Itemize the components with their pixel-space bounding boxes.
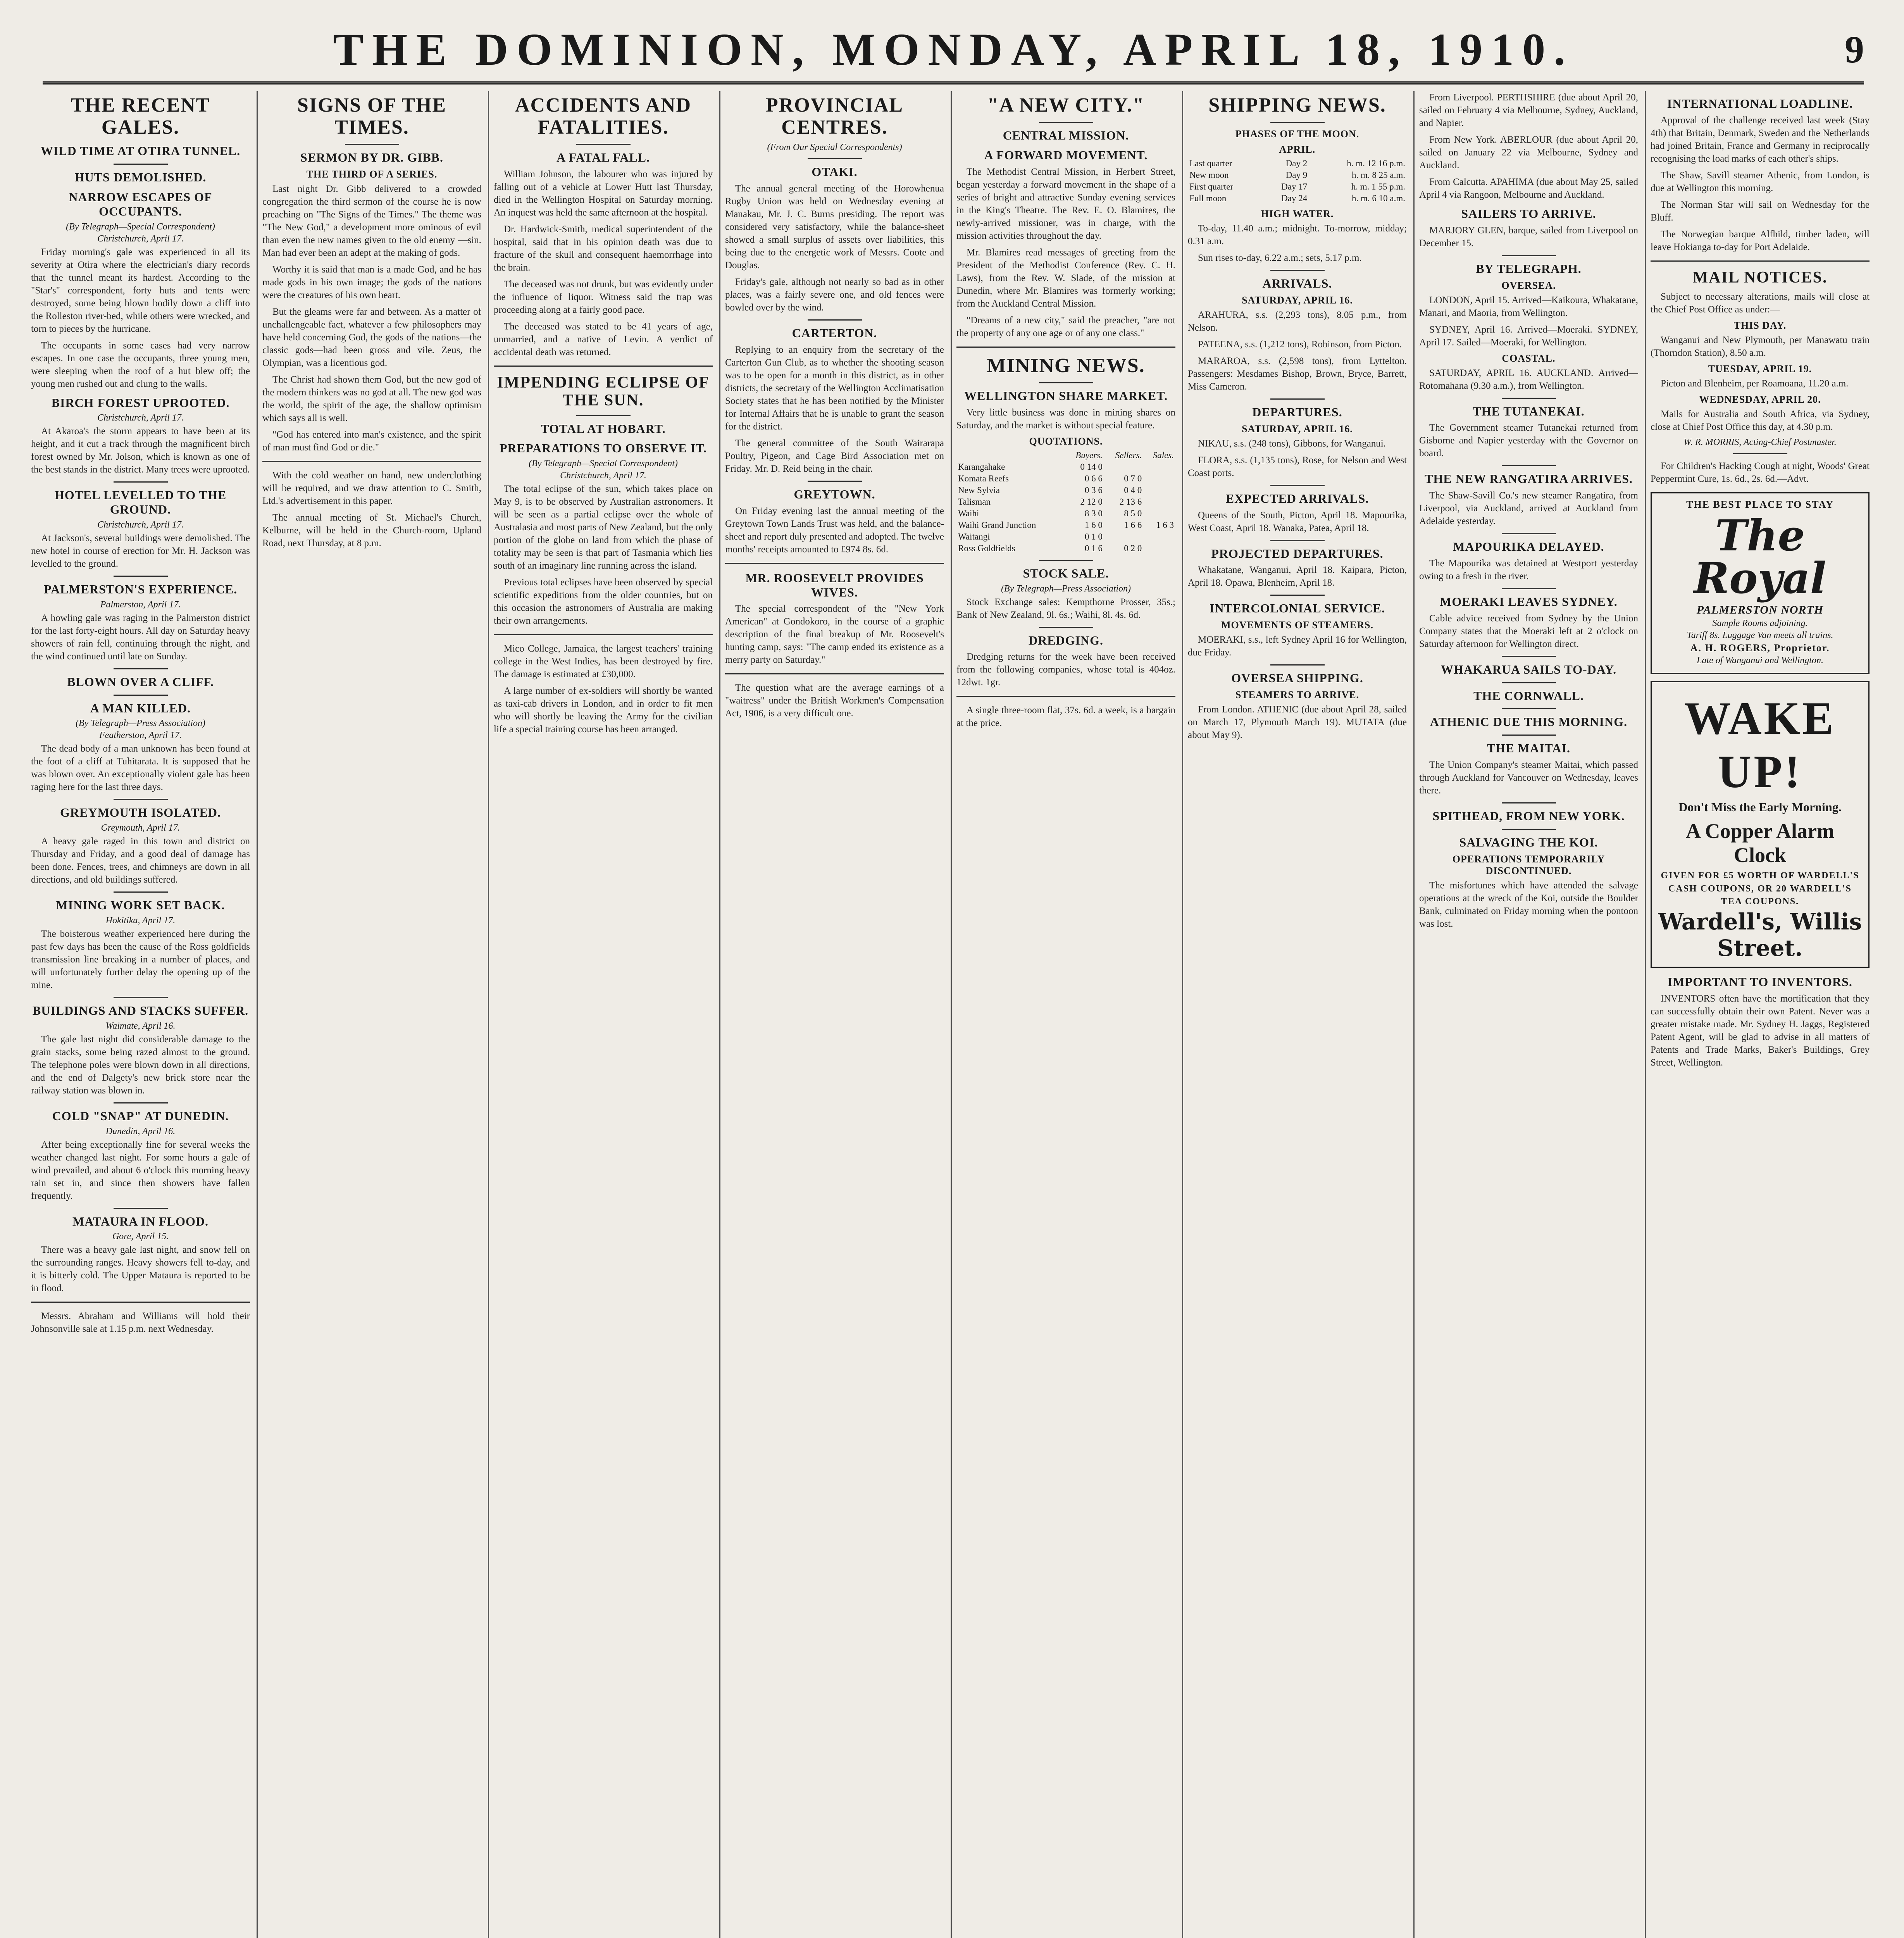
- article-paragraph: With the cold weather on hand, new underclothing will be required, and we draw attention to C. Smith, Ltd.'s advertisement in this paper.: [262, 470, 481, 507]
- divider: [1502, 656, 1556, 657]
- article-paragraph: The Christ had shown them God, but the new god of the modern thinkers was no god at all. The new god was the world, the spirit of the age, the shallow optimism which says all is well.: [262, 374, 481, 424]
- ad-product: A Copper Alarm Clock: [1685, 819, 1834, 867]
- divider: [1039, 560, 1093, 561]
- column-shipping-continued: [1419, 91, 1638, 1938]
- table-row: [1188, 158, 1407, 169]
- table-cell: New moon: [1189, 170, 1229, 180]
- divider: [1502, 802, 1556, 803]
- table-row: [956, 496, 1175, 508]
- subhead: THE CORNWALL.: [1473, 688, 1584, 703]
- dateline: Hokitika, April 17.: [105, 915, 176, 926]
- divider: [1502, 829, 1556, 830]
- article-paragraph: INVENTORS often have the mortification that they can successfully obtain their own Patent. Never was a greater mistake made. Mr. Sydney H. Jaggs, Registered Patent Agent, will be glad to advise in all matters of Patents and Trade Marks, Baker's Buildings, Grey Street, Wellington.: [1651, 993, 1870, 1068]
- subhead: SAILERS TO ARRIVE.: [1461, 207, 1596, 221]
- subhead: EXPECTED ARRIVALS.: [1225, 491, 1369, 505]
- dateline: Featherston, April 17.: [99, 730, 182, 741]
- ad-subline: Don't Miss the Early Morning.: [1678, 800, 1842, 814]
- divider: [808, 481, 862, 482]
- subhead: OPERATIONS TEMPORARILY DISCONTINUED.: [1452, 853, 1605, 876]
- divider: [1502, 533, 1556, 534]
- article-paragraph: Cable advice received from Sydney by the Union Company states that the Moeraki left at 2 o'clock on Saturday afternoon for Wellington direct.: [1419, 613, 1638, 649]
- column-provincial: [725, 91, 944, 1938]
- subhead: A MAN KILLED.: [90, 701, 191, 715]
- page-number: 9: [1845, 28, 1864, 71]
- table-cell: 1 6 0: [1084, 520, 1103, 530]
- subhead: HUTS DEMOLISHED.: [74, 170, 207, 184]
- divider: [262, 461, 481, 462]
- table-row: [956, 461, 1175, 473]
- subhead: WILD TIME AT OTIRA TUNNEL.: [40, 144, 241, 158]
- article-paragraph: There was a heavy gale last night, and snow fell on the surrounding ranges. Heavy showers fell to-day, and it is bitterly cold. The Upper Mataura is reported to be in flood.: [31, 1245, 250, 1294]
- article-paragraph: PATEENA, s.s. (1,212 tons), Robinson, from Picton.: [1198, 339, 1402, 350]
- subhead: THE MAITAI.: [1487, 741, 1570, 755]
- table-row: [956, 508, 1175, 519]
- article-paragraph: At Jackson's, several buildings were demolished. The new hotel in course of erection for Mr. H. Jackson was levelled to the ground.: [31, 533, 250, 569]
- article-paragraph: The misfortunes which have attended the salvage operations at the wreck of the Koi, outside the Boulder Bank, culminated on Friday morning when the pontoon was lost.: [1419, 880, 1638, 929]
- article-paragraph: A large number of ex-soldiers will shortly be wanted as taxi-cab drivers in London, and in order to fit men who will shortly be leaving the Army for the civilian life a special training course has been arranged.: [494, 686, 713, 735]
- column-signs-of-times: [262, 91, 481, 1938]
- table-cell: 2 13 6: [1119, 497, 1142, 507]
- subhead: MOVEMENTS OF STEAMERS.: [1221, 619, 1374, 631]
- table-cell: Full moon: [1189, 193, 1227, 203]
- article-paragraph: A heavy gale raged in this town and district on Thursday and Friday, and a good deal of damage has been done. Fences, trees, and chimneys are down in all directions, and old buildings suffered.: [31, 836, 250, 885]
- divider: [114, 1208, 168, 1209]
- table-cell: [1104, 531, 1143, 543]
- divider: [345, 144, 399, 145]
- table-cell: Day 17: [1281, 182, 1308, 192]
- divider: [1502, 682, 1556, 683]
- table-cell: 1 6 6: [1124, 520, 1142, 530]
- divider: [31, 1302, 250, 1303]
- article-paragraph: For Children's Hacking Cough at night, Woods' Great Peppermint Cure, 1s. 6d., 2s. 6d.—Advt.: [1651, 460, 1870, 484]
- subhead: OVERSEA SHIPPING.: [1231, 671, 1363, 685]
- subhead: DEPARTURES.: [1252, 405, 1342, 419]
- ad-line: Sample Rooms adjoining.: [1712, 618, 1808, 628]
- subhead: PALMERSTON'S EXPERIENCE.: [43, 582, 238, 596]
- article-paragraph: Picton and Blenheim, per Roamoana, 11.20 a.m.: [1661, 378, 1849, 389]
- subhead: SATURDAY, APRIL 16.: [1242, 423, 1353, 434]
- article-paragraph: Dredging returns for the week have been received from the following companies, whose total is 404oz. 12dwt. 1gr.: [956, 652, 1175, 688]
- article-paragraph: Dr. Hardwick-Smith, medical superintendent of the hospital, said that in his opinion death was due to fracture of the skull and consequent haemorrhage into the brain.: [494, 224, 713, 273]
- newspaper-title: THE DOMINION, MONDAY, APRIL 18, 1910.: [333, 24, 1574, 75]
- article-paragraph: Subject to necessary alterations, mails will close at the Chief Post Office as under:—: [1651, 291, 1870, 315]
- column-notices-ads: [1651, 91, 1870, 1938]
- subhead: TOTAL AT HOBART.: [541, 421, 666, 436]
- table-cell: 1 6 3: [1156, 520, 1174, 530]
- subhead: DREDGING.: [1028, 633, 1103, 647]
- subhead: GREYMOUTH ISOLATED.: [60, 805, 221, 820]
- dateline: Christchurch, April 17.: [97, 413, 184, 423]
- article-paragraph: MARAROA, s.s. (2,598 tons), from Lyttelton. Passengers: Mesdames Bishop, Brown, Bryce, Barrett, Miss Cameron.: [1188, 355, 1407, 392]
- article-paragraph: The dead body of a man unknown has been found at the foot of a cliff at Tuhitarata. It is supposed that he was blown over. An exceptionally violent gale has been raging here for the last three days.: [31, 743, 250, 793]
- subhead: COLD "SNAP" AT DUNEDIN.: [52, 1109, 229, 1123]
- ad-proprietor: A. H. ROGERS, Proprietor.: [1690, 642, 1830, 653]
- ad-tagline: THE BEST PLACE TO STAY: [1686, 498, 1834, 510]
- table-cell: [1104, 461, 1143, 473]
- divider: [956, 347, 1175, 348]
- article-paragraph: From Liverpool. PERTHSHIRE (due about April 20, sailed on February 4 via Melbourne, Sydney, Auckland, and Napier.: [1419, 92, 1638, 128]
- article-paragraph: Last night Dr. Gibb delivered to a crowded congregation the third sermon of the course he is now preaching on "The Signs of the Times." The theme was "The New God," a development more ominous of evil than even the new names given to the old enemy —sin. Man had ever been an adept at the making of gods.: [262, 184, 481, 259]
- ad-hotel-name: The Royal: [1694, 510, 1826, 603]
- article-paragraph: Replying to an enquiry from the secretary of the Carterton Gun Club, as to whether the shooting season was to be open for a month in this district, as in other districts, the secretary of the Wellington Acclimatisation Society states that he has been notified by the Minister for Internal Affairs that he is unable to grant the season for the district.: [725, 344, 944, 432]
- divider: [114, 1102, 168, 1103]
- subhead: INTERCOLONIAL SERVICE.: [1210, 601, 1385, 616]
- subhead: THE TUTANEKAI.: [1473, 404, 1585, 418]
- article-paragraph: "Dreams of a new city," said the preacher, "are not the property of any one age or of any one class.": [956, 315, 1175, 338]
- table-cell: 0 2 0: [1124, 543, 1142, 553]
- table-cell: h. m. 1 55 p.m.: [1351, 182, 1405, 192]
- divider: [1270, 485, 1325, 486]
- masthead: [43, 23, 1864, 84]
- divider: [808, 158, 862, 159]
- divider: [1502, 465, 1556, 466]
- article-paragraph: After being exceptionally fine for several weeks the weather changed last night. For some hours a gale of wind prevailed, and about 6 o'clock this morning heavy rain set in, and since then showers have fallen frequently.: [31, 1139, 250, 1201]
- article-paragraph: From Calcutta. APAHIMA (due about May 25, sailed April 4 via Rangoon, Melbourne and Auckland.: [1419, 177, 1638, 200]
- table-cell: New Sylvia: [958, 485, 1000, 495]
- table-cell: [1143, 531, 1175, 543]
- divider: [114, 799, 168, 800]
- table-cell: Komata Reefs: [958, 473, 1009, 483]
- ad-line: Late of Wanganui and Wellington.: [1697, 655, 1823, 666]
- table-row: [956, 543, 1175, 554]
- ad-hotel-place: PALMERSTON NORTH: [1696, 603, 1824, 616]
- dateline: Waimate, April 16.: [105, 1021, 176, 1031]
- table-cell: Waihi Grand Junction: [958, 520, 1036, 530]
- ad-line: Tariff 8s. Luggage Van meets all trains.: [1687, 630, 1833, 640]
- divider: [114, 164, 168, 165]
- table-cell: h. m. 6 10 a.m.: [1352, 193, 1405, 203]
- article-paragraph: The Government steamer Tutanekai returned from Gisborne and Napier yesterday with the Governor on board.: [1419, 422, 1638, 459]
- subhead: OTAKI.: [812, 165, 858, 179]
- divider: [956, 696, 1175, 697]
- table-header-row: [956, 450, 1175, 461]
- credit-line: (By Telegraph—Press Association): [75, 718, 206, 729]
- table-cell: 0 1 0: [1084, 531, 1103, 541]
- subhead: STEAMERS TO ARRIVE.: [1235, 689, 1360, 700]
- table-cell: Karangahake: [958, 462, 1005, 472]
- divider: [1270, 270, 1325, 271]
- headline-provincial: PROVINCIAL CENTRES.: [765, 94, 904, 139]
- table-cell: 0 3 6: [1084, 485, 1103, 495]
- subhead: PROJECTED DEPARTURES.: [1211, 546, 1384, 560]
- table-cell: [1143, 461, 1175, 473]
- table-cell: Day 24: [1281, 193, 1308, 203]
- table-cell: Day 9: [1285, 170, 1308, 180]
- article-paragraph: The Shaw-Savill Co.'s new steamer Rangatira, from Liverpool, via Auckland, arrived at Auckland from Adelaide yesterday.: [1419, 490, 1638, 527]
- divider: [576, 144, 631, 145]
- table-cell: Waitangi: [958, 531, 990, 541]
- article-paragraph: The Methodist Central Mission, in Herbert Street, began yesterday a forward movement in the shape of a series of bright and attractive Sunday evening services in the King's Theatre. The Rev. E. O. Blamires, the newly-arrived missioner, was in charge, with the mission activities throughout the day.: [956, 166, 1175, 241]
- divider: [808, 319, 862, 321]
- article-paragraph: The Union Company's steamer Maitai, which passed through Auckland for Vancouver on Wednesday, leaves there.: [1419, 759, 1638, 796]
- subhead: THE NEW RANGATIRA ARRIVES.: [1425, 472, 1633, 486]
- ad-offer: GIVEN FOR £5 WORTH OF WARDELL'S CASH COUPONS, OR 20 WARDELL'S TEA COUPONS.: [1661, 870, 1859, 907]
- table-header-cell: Sales.: [1153, 450, 1174, 460]
- subhead: THIS DAY.: [1733, 319, 1787, 331]
- subhead: ARRIVALS.: [1262, 276, 1332, 291]
- table-row: [1188, 181, 1407, 193]
- divider: [725, 563, 944, 564]
- dateline: Christchurch, April 17.: [97, 519, 184, 530]
- table-row: [1188, 169, 1407, 181]
- dateline: Gore, April 15.: [112, 1231, 169, 1242]
- article-paragraph: LONDON, April 15. Arrived—Kaikoura, Whakatane, Manari, and Maoria, from Wellington.: [1419, 295, 1638, 318]
- article-paragraph: The boisterous weather experienced here during the past few days has been the cause of the Ross goldfields transmission line breaking in a number of places, and will unfortunately further delay the opening up of the mine.: [31, 928, 250, 990]
- divider: [1270, 122, 1325, 123]
- divider: [494, 366, 713, 367]
- article-paragraph: The Norman Star will sail on Wednesday for the Bluff.: [1651, 199, 1870, 223]
- subhead: MATAURA IN FLOOD.: [72, 1214, 208, 1228]
- table-cell: 0 6 6: [1084, 473, 1103, 483]
- article-paragraph: Approval of the challenge received last week (Stay 4th) that Britain, Denmark, Sweden and the Netherlands had joined Britain, France and Germany in reciprocally recognising the load marks of each other's ships.: [1651, 115, 1870, 164]
- article-paragraph: The annual meeting of St. Michael's Church, Kelburne, will be held in the Church-room, Upland Road, next Thursday, at 8 p.m.: [262, 512, 481, 549]
- article-paragraph: The annual general meeting of the Horowhenua Rugby Union was held on Wednesday evening at Manakau, Mr. J. C. Burns presiding. The report was considered very satisfactory, while the balance-sheet showed a small surplus of assets over liabilities, this being due to the energetic work of Messrs. Coote and Douglas.: [725, 183, 944, 271]
- article-paragraph: The occupants in some cases had very narrow escapes. In one case the occupants, three young men, were sleeping when the roof of a hut blew off; the young men rushed out and clung to the walls.: [31, 340, 250, 389]
- table-header-cell: [956, 450, 1064, 461]
- table-cell: 0 14 0: [1080, 462, 1103, 472]
- table-row: [956, 484, 1175, 496]
- subhead: PHASES OF THE MOON.: [1235, 128, 1360, 140]
- headline-eclipse: IMPENDING ECLIPSE OF THE SUN.: [497, 374, 710, 410]
- article-paragraph: The deceased was not drunk, but was evidently under the influence of liquor. Witness said the trap was proceeding along at a fairly good pace.: [494, 279, 713, 316]
- dateline: Dunedin, April 16.: [105, 1126, 176, 1136]
- credit-line: (By Telegraph—Special Correspondent): [66, 221, 215, 232]
- credit-line: (From Our Special Correspondents): [767, 142, 902, 153]
- divider: [1039, 627, 1093, 628]
- subhead: BUILDINGS AND STACKS SUFFER.: [32, 1003, 249, 1017]
- article-paragraph: NIKAU, s.s. (248 tons), Gibbons, for Wanganui.: [1198, 438, 1386, 449]
- article-paragraph: Very little business was done in mining shares on Saturday, and the market is without special feature.: [956, 407, 1175, 431]
- table-cell: h. m. 12 16 p.m.: [1347, 159, 1405, 169]
- divider: [576, 415, 631, 416]
- article-paragraph: A single three-room flat, 37s. 6d. a week, is a bargain at the price.: [956, 705, 1175, 729]
- article-paragraph: Queens of the South, Picton, April 18. Mapourika, West Coast, April 18. Wanaka, Patea, April 18.: [1188, 510, 1407, 533]
- subhead: STOCK SALE.: [1023, 566, 1109, 580]
- headline-new-city: "A NEW CITY.": [987, 94, 1145, 116]
- article-paragraph: Sun rises to-day, 6.22 a.m.; sets, 5.17 p.m.: [1198, 253, 1362, 264]
- article-paragraph: To-day, 11.40 a.m.; midnight. To-morrow, midday; 0.31 a.m.: [1188, 223, 1407, 247]
- subhead: ATHENIC DUE THIS MORNING.: [1430, 715, 1628, 729]
- table-cell: h. m. 8 25 a.m.: [1352, 170, 1405, 180]
- table-row: [956, 531, 1175, 543]
- table-cell: Talisman: [958, 497, 991, 507]
- article-paragraph: The Shaw, Savill steamer Athenic, from London, is due at Wellington this morning.: [1651, 170, 1870, 193]
- column-accidents: [494, 91, 713, 1938]
- article-paragraph: William Johnson, the labourer who was injured by falling out of a vehicle at Lower Hutt last Thursday, died in the Wellington Hospital on Saturday morning. An inquest was held the same afternoon at the hospital.: [494, 169, 713, 218]
- dateline: Christchurch, April 17.: [560, 471, 646, 481]
- article-paragraph: ARAHURA, s.s. (2,293 tons), 8.05 p.m., from Nelson.: [1188, 309, 1407, 333]
- column-shipping-news: [1188, 91, 1407, 1938]
- table-header-cell: Buyers.: [1075, 450, 1103, 460]
- subhead: SALVAGING THE KOI.: [1459, 835, 1598, 849]
- article-paragraph: But the gleams were far and between. As a matter of unchallengeable fact, whatever a few philosophers may have held concerning God, the gods of the nations—the classic gods—had been gross and vile. Zeus, the Olympian, was a licentious god.: [262, 307, 481, 369]
- subhead: CENTRAL MISSION.: [1003, 128, 1129, 143]
- table-cell: 0 7 0: [1124, 473, 1142, 483]
- subhead: BLOWN OVER A CLIFF.: [67, 674, 214, 689]
- subhead: OVERSEA.: [1501, 279, 1556, 291]
- article-paragraph: Stock Exchange sales: Kempthorne Prosser, 35s.; Bank of New Zealand, 9l. 6s.; Waihi, 8l. 4s. 6d.: [956, 597, 1175, 620]
- divider: [114, 576, 168, 577]
- article-paragraph: SYDNEY, April 16. Arrived—Moeraki. SYDNEY, April 17. Sailed—Moeraki, for Wellington.: [1419, 324, 1638, 348]
- headline-mail-notices: MAIL NOTICES.: [1692, 268, 1828, 286]
- subhead: TUESDAY, APRIL 19.: [1708, 363, 1812, 374]
- divider: [1270, 664, 1325, 666]
- signature-line: W. R. MORRIS, Acting-Chief Postmaster.: [1683, 437, 1837, 447]
- table-cell: Waihi: [958, 508, 979, 518]
- table-row: [956, 519, 1175, 531]
- subhead: COASTAL.: [1502, 352, 1556, 364]
- ad-wardells-clock: [1651, 681, 1870, 968]
- table-cell: [1143, 496, 1175, 508]
- article-paragraph: Friday's gale, although not nearly so bad as in other places, was a fairly severe one, and old fences were bowled over by the wind.: [725, 277, 944, 313]
- table-row: [1188, 193, 1407, 204]
- article-paragraph: Mails for Australia and South Africa, via Sydney, close at Chief Post Office this day, at 4.30 p.m.: [1651, 409, 1870, 432]
- divider: [114, 891, 168, 893]
- ad-headline: WAKE UP!: [1684, 692, 1836, 797]
- subhead: BY TELEGRAPH.: [1476, 261, 1582, 276]
- divider: [114, 481, 168, 483]
- divider: [494, 634, 713, 635]
- subhead: BIRCH FOREST UPROOTED.: [51, 395, 230, 410]
- credit-line: (By Telegraph—Special Correspondent): [529, 459, 678, 469]
- table-cell: [1143, 543, 1175, 554]
- divider: [1733, 453, 1787, 454]
- article-paragraph: The special correspondent of the "New York American" at Gondokoro, in the course of a graphic description of the final breakup of Mr. Roosevelt's hunting camp, says: "The camp ended its existence as a merry party on Saturday.": [725, 603, 944, 666]
- article-paragraph: Messrs. Abraham and Williams will hold their Johnsonville sale at 1.15 p.m. next Wednesday.: [31, 1311, 250, 1335]
- dateline: Palmerston, April 17.: [100, 599, 181, 610]
- subhead: HIGH WATER.: [1261, 208, 1334, 220]
- table-cell: 0 1 6: [1084, 543, 1103, 553]
- subhead: PREPARATIONS TO OBSERVE IT.: [499, 441, 707, 455]
- table-cell: Day 2: [1285, 159, 1308, 169]
- subhead: WHAKARUA SAILS TO-DAY.: [1440, 662, 1617, 676]
- article-paragraph: The question what are the average earnings of a "waitress" under the British Workmen's Compensation Act, 1906, is a very difficult one.: [725, 683, 944, 719]
- table-header-cell: Sellers.: [1115, 450, 1142, 460]
- subhead: THE THIRD OF A SERIES.: [306, 169, 438, 180]
- ad-brand: Wardell's, Willis Street.: [1658, 908, 1862, 961]
- article-paragraph: The Norwegian barque Alfhild, timber laden, will leave Hokianga to-day for Port Adelaide.: [1651, 229, 1870, 252]
- article-paragraph: Mico College, Jamaica, the largest teachers' training college in the West Indies, has been destroyed by fire. The damage is estimated at £30,000.: [494, 643, 713, 680]
- divider: [114, 668, 168, 669]
- dateline: Christchurch, April 17.: [97, 233, 184, 244]
- headline-accidents: ACCIDENTS AND FATALITIES.: [515, 94, 692, 139]
- dateline: Greymouth, April 17.: [101, 823, 180, 833]
- divider: [1039, 382, 1093, 383]
- article-paragraph: MARJORY GLEN, barque, sailed from Liverpool on December 15.: [1419, 225, 1638, 248]
- subhead: HOTEL LEVELLED TO THE GROUND.: [54, 488, 227, 517]
- article-paragraph: The general committee of the South Wairarapa Poultry, Pigeon, and Cage Bird Association met on Friday. Mr. D. Reid being in the chair.: [725, 438, 944, 474]
- subhead: IMPORTANT TO INVENTORS.: [1668, 974, 1852, 989]
- subhead: INTERNATIONAL LOADLINE.: [1667, 97, 1853, 110]
- article-paragraph: MOERAKI, s.s., left Sydney April 16 for Wellington, due Friday.: [1188, 635, 1407, 658]
- article-paragraph: The gale last night did considerable damage to the grain stacks, some being razed almost to the ground. The telephone poles were blown down in all directions, and the end of Dalgety's new brick store near the railway station was blown in.: [31, 1034, 250, 1096]
- article-paragraph: Whakatane, Wanganui, April 18. Kaipara, Picton, April 18. Opawa, Blenheim, April 18.: [1188, 565, 1407, 588]
- share-quotations-table: [956, 450, 1175, 554]
- divider: [1270, 398, 1325, 400]
- credit-line: (By Telegraph—Press Association): [1001, 583, 1131, 594]
- subhead: MR. ROOSEVELT PROVIDES WIVES.: [745, 571, 924, 599]
- subhead: A FORWARD MOVEMENT.: [984, 148, 1148, 162]
- table-cell: [1143, 484, 1175, 496]
- table-cell: 8 3 0: [1084, 508, 1103, 518]
- article-paragraph: From New York. ABERLOUR (due about April 20, sailed on January 22 via Melbourne, Sydney and Auckland.: [1419, 134, 1638, 171]
- subhead: WELLINGTON SHARE MARKET.: [964, 388, 1168, 403]
- divider: [1270, 595, 1325, 596]
- headline-recent-gales: THE RECENT GALES.: [71, 94, 210, 139]
- table-cell: 0 4 0: [1124, 485, 1142, 495]
- moon-phases-table: [1188, 158, 1407, 204]
- headline-signs-of-times: SIGNS OF THE TIMES.: [297, 94, 447, 139]
- subhead: CARTERTON.: [792, 326, 877, 340]
- headline-mining-news: MINING NEWS.: [987, 354, 1145, 377]
- table-cell: [1143, 508, 1175, 519]
- article-paragraph: The deceased was stated to be 41 years of age, unmarried, and a native of Levin. A verdict of accidental death was returned.: [494, 321, 713, 358]
- divider: [1651, 260, 1870, 262]
- subhead: A FATAL FALL.: [557, 150, 650, 165]
- divider: [1502, 255, 1556, 256]
- subhead: SPITHEAD, FROM NEW YORK.: [1432, 809, 1625, 823]
- article-paragraph: Wanganui and New Plymouth, per Manawatu train (Thorndon Station), 8.50 a.m.: [1651, 334, 1870, 358]
- article-paragraph: Previous total eclipses have been observed by special scientific expeditions from the older countries, but on this occasion the astronomers of Australia are making their own arrangements.: [494, 577, 713, 626]
- divider: [1502, 735, 1556, 736]
- divider: [114, 997, 168, 998]
- divider: [1502, 398, 1556, 399]
- table-cell: Last quarter: [1189, 159, 1232, 169]
- article-paragraph: Worthy it is said that man is a made God, and he has made gods in his own image; the gods of the nations were the creatures of his own heart.: [262, 264, 481, 301]
- subhead: NARROW ESCAPES OF OCCUPANTS.: [69, 190, 212, 218]
- table-cell: First quarter: [1189, 182, 1234, 192]
- article-paragraph: FLORA, s.s. (1,135 tons), Rose, for Nelson and West Coast ports.: [1188, 455, 1407, 478]
- table-cell: 8 5 0: [1124, 508, 1142, 518]
- article-paragraph: From London. ATHENIC (due about April 28, sailed on March 17, Plymouth March 19). MUTATA (due about May 9).: [1188, 704, 1407, 740]
- subhead: MAPOURIKA DELAYED.: [1453, 540, 1604, 554]
- article-paragraph: At Akaroa's the storm appears to have been at its height, and it cut a track through the magnificent birch forest owned by Mr. Jolson, which is known as one of the best stands in the district. Many trees were uprooted.: [31, 426, 250, 475]
- divider: [1270, 540, 1325, 541]
- divider: [1502, 708, 1556, 709]
- subhead: WEDNESDAY, APRIL 20.: [1699, 393, 1821, 405]
- divider: [114, 695, 168, 696]
- article-paragraph: The Mapourika was detained at Westport yesterday owing to a fresh in the river.: [1419, 558, 1638, 581]
- article-paragraph: Mr. Blamires read messages of greeting from the President of the Methodist Conference (Rev. C. H. Laws), from the Rev. W. Slade, of the mission at Dunedin, where Mr. Blamires was formerly working; from the Auckland Central Mission.: [956, 247, 1175, 309]
- article-paragraph: The total eclipse of the sun, which takes place on May 9, is to be observed by Australian astronomers. It will be seen as a partial eclipse over the whole of Australasia and most parts of New Zealand, but the only portion of the globe on land from which the phase of totality may be seen is that part of Tasmania which lies south of an imaginary line running across the island.: [494, 484, 713, 571]
- article-paragraph: SATURDAY, APRIL 16. AUCKLAND. Arrived—Rotomahana (9.30 a.m.), from Wellington.: [1419, 367, 1638, 391]
- page-columns: [27, 91, 1880, 1938]
- article-paragraph: "God has entered into man's existence, and the spirit of man must find God or die.": [262, 429, 481, 453]
- subhead: MINING WORK SET BACK.: [56, 898, 225, 912]
- subhead: GREYTOWN.: [794, 487, 875, 501]
- column-new-city-mining: [956, 91, 1175, 1938]
- subhead: SERMON BY DR. GIBB.: [300, 150, 443, 165]
- divider: [725, 673, 944, 674]
- headline-shipping-news: SHIPPING NEWS.: [1208, 94, 1386, 116]
- table-cell: [1143, 473, 1175, 484]
- table-row: [956, 473, 1175, 484]
- article-paragraph: Friday morning's gale was experienced in all its severity at Otira where the electrician's diary records that the tunnel meant its hardest. According to the "Star's" correspondent, forty huts and tents were destroyed, some being blown bodily down a cliff into the Rolleston river-bed, while others were wrecked, and torn to pieces by the hurricane.: [31, 247, 250, 334]
- article-paragraph: A howling gale was raging in the Palmerston district for the last forty-eight hours. All day on Saturday heavy showers of rain fell, continuing through the night, and the wind continued until late on Sunday.: [31, 612, 250, 662]
- ad-royal-hotel: [1651, 492, 1870, 674]
- table-cell: Ross Goldfields: [958, 543, 1015, 553]
- divider: [1502, 588, 1556, 589]
- subhead: APRIL.: [1279, 144, 1316, 155]
- subhead: MOERAKI LEAVES SYDNEY.: [1440, 594, 1618, 609]
- table-cell: 2 12 0: [1080, 497, 1103, 507]
- subhead: SATURDAY, APRIL 16.: [1242, 294, 1353, 306]
- article-paragraph: On Friday evening last the annual meeting of the Greytown Town Lands Trust was held, and the balance-sheet and report duly presented and adopted. The twelve months' receipts amounted to £974 8s. 6d.: [725, 505, 944, 555]
- divider: [1039, 122, 1093, 123]
- subhead: QUOTATIONS.: [1029, 435, 1103, 447]
- column-recent-gales: [31, 91, 250, 1938]
